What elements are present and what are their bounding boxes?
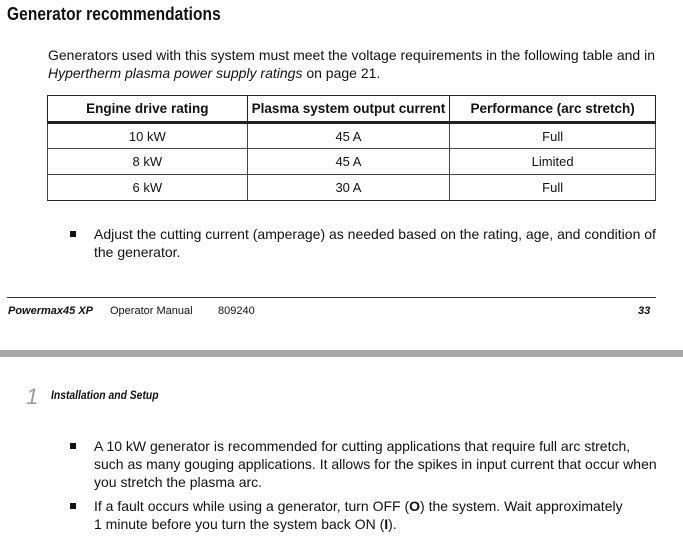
page-separator <box>0 350 683 357</box>
footer-page-number: 33 <box>638 305 651 317</box>
bullet-marker-icon <box>70 443 76 449</box>
table-cell: Limited <box>450 149 656 175</box>
generator-ratings-table <box>47 95 656 201</box>
table-cell: 45 A <box>247 149 450 175</box>
table-row <box>48 149 656 175</box>
cross-reference: Hypertherm plasma power supply ratings <box>48 65 303 81</box>
table-cell: 10 kW <box>48 123 248 149</box>
chapter-number: 1 <box>26 384 39 409</box>
chapter-title: Installation and Setup <box>51 390 159 402</box>
footer-product-name: Powermax45 XP <box>8 305 93 317</box>
table-cell: 45 A <box>247 123 450 149</box>
bullet-marker-icon <box>70 231 76 237</box>
bullet-text: ) the system. Wait approximately <box>420 498 623 514</box>
section-heading: Generator recommendations <box>7 4 221 24</box>
bullet-text-line: A 10 kW generator is recommended for cutting applications that require full arc stretch, <box>94 438 631 454</box>
table-row <box>48 123 656 149</box>
header-engine-drive-rating: Engine drive rating <box>48 96 248 123</box>
bullet-text-line: the generator. <box>94 244 181 260</box>
bullet-text-line: Adjust the cutting current (amperage) as needed based on the rating, age, and condition of <box>94 226 656 242</box>
bullet-text-line: you stretch the plasma arc. <box>94 474 263 490</box>
header-output-current: Plasma system output current <box>247 96 450 123</box>
table-cell: Full <box>450 123 656 149</box>
footer-manual-title: Operator Manual <box>110 305 193 317</box>
bullet-text: 1 minute before you turn the system back ON ( <box>94 516 385 532</box>
bullet-text-line <box>94 497 674 515</box>
intro-text: Generators used with this system must meet the voltage requirements in the following table and in <box>48 47 655 63</box>
table-row <box>48 175 656 201</box>
footer-rule <box>7 297 656 298</box>
header-performance: Performance (arc stretch) <box>450 96 656 123</box>
table-cell: Full <box>450 175 656 201</box>
bullet-marker-icon <box>70 503 76 509</box>
bullet-text-line <box>94 515 674 533</box>
bullet-text: If a fault occurs while using a generator, turn OFF ( <box>94 498 410 514</box>
table-header-row <box>48 96 656 123</box>
off-symbol: O <box>409 498 421 514</box>
table-cell: 8 kW <box>48 149 248 175</box>
table-cell: 30 A <box>247 175 450 201</box>
bullet-text: ). <box>388 516 397 532</box>
table-cell: 6 kW <box>48 175 248 201</box>
intro-page-ref: on page 21. <box>302 65 381 81</box>
bullet-text-line: such as many gouging applications. It allows for the spikes in input current that occur when <box>94 456 657 472</box>
on-symbol: I <box>384 516 389 532</box>
footer-part-number: 809240 <box>218 305 255 317</box>
intro-paragraph <box>48 46 658 82</box>
